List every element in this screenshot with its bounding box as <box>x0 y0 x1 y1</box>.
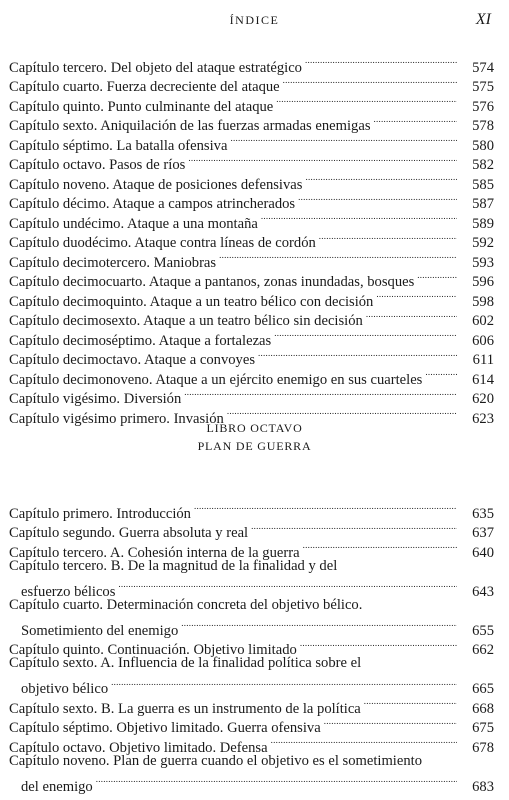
toc-entry-page-number: 668 <box>472 700 494 717</box>
toc-entry-page-number: 678 <box>472 739 494 756</box>
dot-leader <box>276 91 457 111</box>
toc-entry <box>9 654 494 697</box>
toc-entry-title: Capítulo decimotercero. Maniobras <box>9 254 217 271</box>
dot-leader <box>425 364 457 384</box>
toc-entry-page-number: 665 <box>472 681 494 697</box>
toc-entry <box>9 364 494 388</box>
toc-entry-page-number: 662 <box>472 642 494 658</box>
toc-entry-page-number: 596 <box>472 274 494 290</box>
dot-leader <box>188 150 457 170</box>
toc-entry-title: Capítulo tercero. Del objeto del ataque estratégico <box>9 59 302 76</box>
toc-entry-title: Capítulo séptimo. La batalla ofensiva <box>9 137 228 154</box>
table-of-contents-part-1 <box>9 52 494 427</box>
toc-entry-title: Capítulo noveno. Plan de guerra cuando el objetivo es el sometimiento <box>9 752 422 769</box>
toc-entry-page-number: 582 <box>472 157 494 173</box>
dot-leader <box>366 306 457 326</box>
toc-entry <box>9 208 494 232</box>
toc-entry <box>9 130 494 154</box>
toc-entry-page-number: 640 <box>472 544 494 561</box>
toc-entry-page-number: 623 <box>472 410 494 427</box>
toc-entry-title: Capítulo segundo. Guerra absoluta y real <box>9 525 249 541</box>
toc-entry-title: Capítulo cuarto. Fuerza decreciente del ataque <box>9 79 280 95</box>
toc-entry <box>9 247 494 271</box>
toc-entry <box>9 732 494 756</box>
toc-entry-title: Capítulo decimosexto. Ataque a un teatro bélico sin decisión <box>9 313 363 329</box>
dot-leader <box>305 169 457 189</box>
toc-entry <box>9 693 494 717</box>
toc-entry-title: Capítulo decimoséptimo. Ataque a fortalezas <box>9 332 272 349</box>
toc-entry <box>9 713 494 736</box>
toc-entry <box>9 635 494 658</box>
dot-leader <box>271 732 457 752</box>
dot-leader <box>230 130 457 150</box>
toc-entry-page-number: 593 <box>472 254 494 271</box>
toc-entry <box>9 537 494 561</box>
dot-leader <box>111 674 457 694</box>
toc-entry <box>9 52 494 76</box>
toc-entry-page-number: 575 <box>472 79 494 95</box>
toc-entry <box>9 557 494 600</box>
toc-entry <box>9 267 494 290</box>
book-subtitle: PLAN DE GUERRA <box>197 439 312 453</box>
toc-entry-title: Capítulo octavo. Objetivo limitado. Defensa <box>9 739 268 756</box>
dot-leader <box>283 72 457 92</box>
toc-entry <box>9 169 494 193</box>
toc-entry-title: Capítulo cuarto. Determinación concreta del objetivo bélico. <box>9 596 363 613</box>
toc-entry-title: Capítulo tercero. A. Cohesión interna de la guerra <box>9 544 300 561</box>
toc-entry <box>9 384 494 407</box>
toc-entry-page-number: 576 <box>472 98 494 115</box>
toc-entry <box>9 91 494 115</box>
dot-leader <box>96 771 457 791</box>
toc-entry <box>9 752 494 795</box>
toc-entry <box>9 286 494 310</box>
toc-entry-title: Capítulo quinto. Punto culminante del ataque <box>9 98 274 115</box>
toc-entry-page-number: 589 <box>472 215 494 232</box>
toc-entry-page-number: 606 <box>472 332 494 349</box>
toc-entry-title: Capítulo séptimo. Objetivo limitado. Guerra ofensiva <box>9 720 321 736</box>
toc-entry-page-number: 611 <box>472 352 494 368</box>
dot-leader <box>376 286 457 306</box>
dot-leader <box>184 384 457 404</box>
toc-entry-page-number: 587 <box>472 196 494 212</box>
toc-entry <box>9 596 494 639</box>
toc-entry-page-number: 637 <box>472 525 494 541</box>
toc-entry-page-number: 580 <box>472 137 494 154</box>
toc-entry-title: Capítulo sexto. Aniquilación de las fuerzas armadas enemigas <box>9 118 371 134</box>
toc-entry-page-number: 614 <box>472 371 494 388</box>
dot-leader <box>194 498 457 518</box>
dot-leader <box>261 208 457 228</box>
toc-entry-page-number: 635 <box>472 505 494 522</box>
toc-entry-title-continued: esfuerzo bélicos <box>21 583 116 600</box>
toc-entry-title: Capítulo duodécimo. Ataque contra líneas de cordón <box>9 235 316 251</box>
toc-entry-title-continued: Sometimiento del enemigo <box>21 622 179 639</box>
toc-entry <box>9 111 494 134</box>
toc-entry <box>9 345 494 368</box>
dot-leader <box>274 325 457 345</box>
dot-leader <box>364 693 457 713</box>
table-of-contents-part-2 <box>9 498 494 795</box>
header-page-number: XI <box>475 11 491 28</box>
toc-entry-page-number: 675 <box>472 720 494 736</box>
toc-entry-page-number: 683 <box>472 778 494 795</box>
toc-entry-title-continued: objetivo bélico <box>21 681 109 697</box>
toc-entry-page-number: 598 <box>472 293 494 310</box>
toc-entry-title: Capítulo sexto. B. La guerra es un instrumento de la política <box>9 700 361 717</box>
dot-leader <box>324 713 457 733</box>
dot-leader <box>319 228 457 248</box>
toc-entry-title: Capítulo octavo. Pasos de ríos <box>9 157 186 173</box>
toc-entry-title: Capítulo undécimo. Ataque a una montaña <box>9 215 258 232</box>
toc-entry-page-number: 592 <box>472 235 494 251</box>
toc-entry-title: Capítulo decimocuarto. Ataque a pantanos, zonas inundadas, bosques <box>9 274 415 290</box>
toc-entry <box>9 306 494 329</box>
dot-leader <box>181 615 457 635</box>
toc-entry-title-continued: del enemigo <box>21 778 93 795</box>
toc-entry-page-number: 655 <box>472 622 494 639</box>
page-header <box>0 11 509 31</box>
toc-entry-title: Capítulo décimo. Ataque a campos atrincherados <box>9 196 296 212</box>
toc-entry <box>9 518 494 541</box>
toc-entry-page-number: 585 <box>472 176 494 193</box>
dot-leader <box>258 345 457 365</box>
toc-entry-title: Capítulo noveno. Ataque de posiciones defensivas <box>9 176 303 193</box>
toc-entry-page-number: 602 <box>472 313 494 329</box>
dot-leader <box>305 52 457 72</box>
dot-leader <box>251 518 457 538</box>
book-heading: LIBRO OCTAVO <box>206 421 303 435</box>
dot-leader <box>374 111 458 131</box>
dot-leader <box>298 189 457 209</box>
dot-leader <box>303 537 457 557</box>
toc-entry-title: Capítulo quinto. Continuación. Objetivo limitado <box>9 642 297 658</box>
toc-entry <box>9 228 494 251</box>
toc-entry <box>9 325 494 349</box>
toc-entry-title: Capítulo decimonoveno. Ataque a un ejército enemigo en sus cuarteles <box>9 371 423 388</box>
toc-entry-title: Capítulo decimoquinto. Ataque a un teatro bélico con decisión <box>9 293 374 310</box>
toc-entry-page-number: 578 <box>472 118 494 134</box>
toc-entry-title: Capítulo vigésimo primero. Invasión <box>9 410 224 427</box>
toc-entry <box>9 498 494 522</box>
toc-entry-title: Capítulo tercero. B. De la magnitud de la finalidad y del <box>9 557 338 574</box>
toc-entry-page-number: 574 <box>472 59 494 76</box>
toc-entry-page-number: 620 <box>472 391 494 407</box>
toc-entry-title: Capítulo vigésimo. Diversión <box>9 391 182 407</box>
toc-entry <box>9 72 494 95</box>
dot-leader <box>417 267 457 287</box>
header-title: ÍNDICE <box>229 13 280 27</box>
toc-entry-title: Capítulo sexto. A. Influencia de la finalidad política sobre el <box>9 655 362 671</box>
toc-entry-title: Capítulo primero. Introducción <box>9 505 191 522</box>
toc-entry-title: Capítulo decimoctavo. Ataque a convoyes <box>9 352 255 368</box>
toc-entry <box>9 150 494 173</box>
dot-leader <box>300 635 457 655</box>
toc-entry <box>9 189 494 212</box>
dot-leader <box>219 247 457 267</box>
toc-entry-page-number: 643 <box>472 583 494 600</box>
dot-leader <box>118 576 457 596</box>
